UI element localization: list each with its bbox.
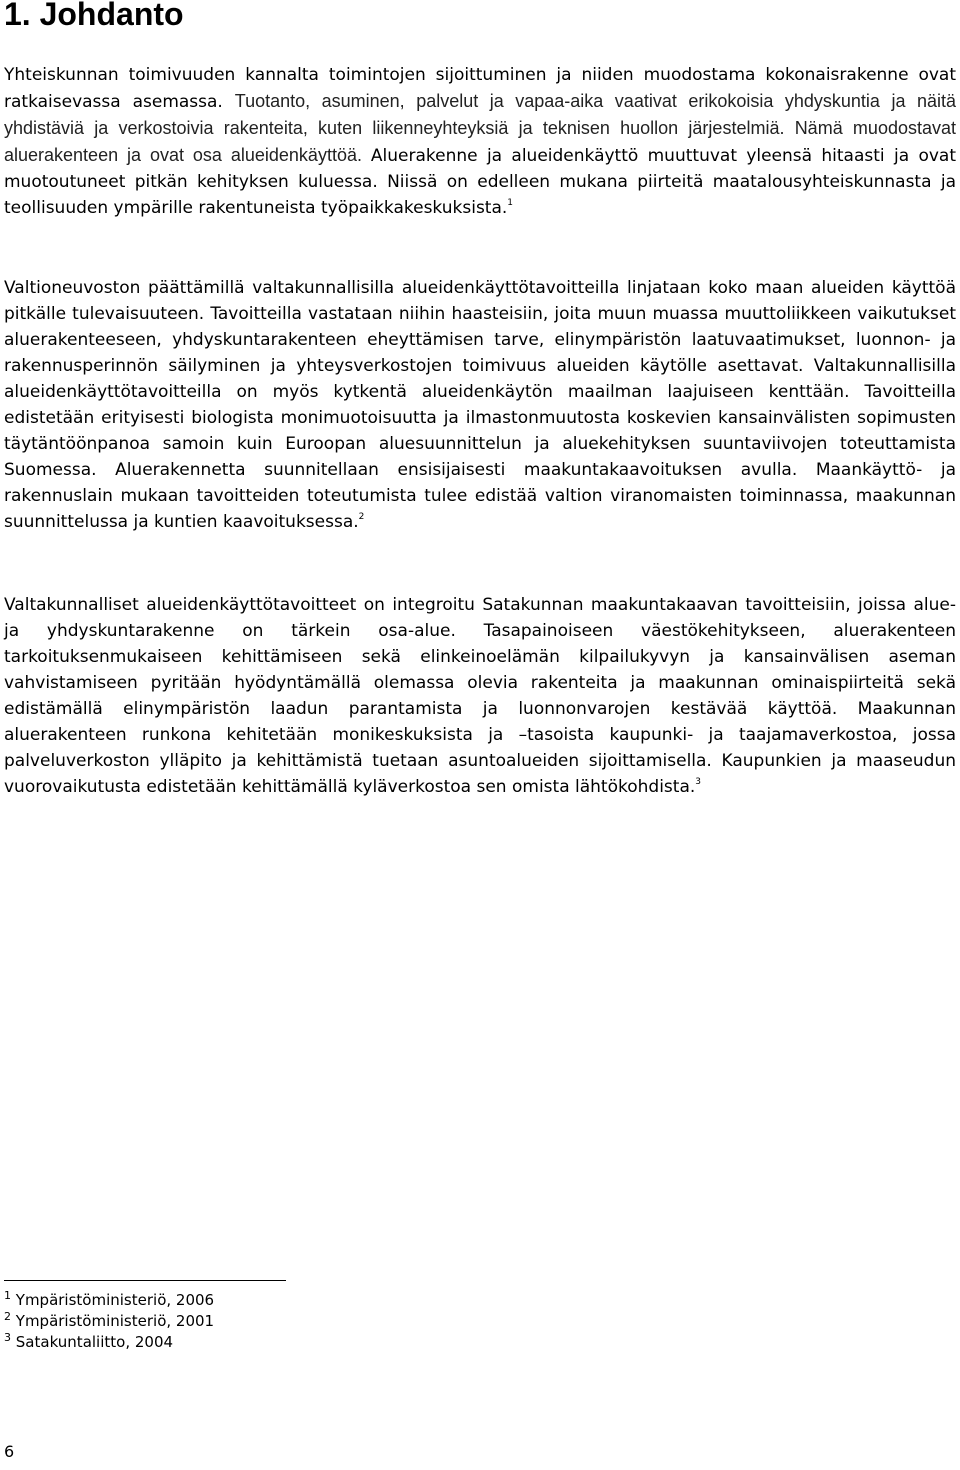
paragraph-3-text: Valtakunnalliset alueidenkäyttötavoitteet on integroitu Satakunnan maakuntakaavan tavoitteisiin, joissa alue- ja yhdyskuntarakenne on tärkein osa-alue. Tasapainoiseen väestökehitykseen, aluerakenteen tarkoituksenmukaiseen kehittämiseen sekä elinkeinoelämän kilpailukyvyn ja kansainvälisen aseman vahvistamiseen pyritään hyödyntämällä olemassa olevia rakenteita ja maakunnan ominaispiirteitä sekä edistämällä elinympäristön laadun parantamista ja luonnonvarojen kestävää käyttöä. Maakunnan aluerakenteen runkona kehitetään monikeskuksista ja –tasoista kaupunki- ja taajamaverkostoa, jossa palveluverkoston ylläpito ja kehittämistä tuetaan asuntoalueiden sijoittamisella. Kaupunkien ja maaseudun vuorovaikutusta edistetään kehittämällä kyläverkostoa sen omista lähtökohdista. [4,595,956,797]
paragraph-3 [4,592,956,800]
page-number: 6 [4,1442,15,1461]
footnotes [4,1290,214,1353]
footnote-2 [4,1311,214,1332]
footnote-ref-3: 3 [695,777,701,787]
footnote-text: Ympäristöministeriö, 2001 [15,1312,215,1330]
footnote-number: 3 [4,1331,11,1344]
footnote-1 [4,1290,214,1311]
footnote-number: 1 [4,1289,11,1302]
footnote-ref-1: 1 [507,198,514,208]
paragraph-1-sentence-b: Tuotanto, asuminen, palvelut ja vapaa-aika vaativat erikokoisia yhdyskuntia ja näitä yhdistäviä ja verkostoivia rakenteita, kuten liikenneyhteyksiä ja teknisen huollon järjestelmiä. Nämä muodostavat aluerakenteen ja ovat osa alueidenkäyttöä. [4,91,956,165]
footnote-3 [4,1332,214,1353]
footnote-separator [4,1280,286,1281]
footnote-text: Satakuntaliitto, 2004 [15,1333,174,1351]
page-title: 1. Johdanto [4,0,184,32]
footnote-text: Ympäristöministeriö, 2006 [15,1291,215,1309]
paragraph-1-sentence-c: Aluerakenne ja alueidenkäyttö muuttuvat yleensä hitaasti ja ovat muotoutuneet pitkän kehityksen kuluessa. Niissä on edelleen mukana piirteitä maatalousyhteiskunnasta ja teollisuuden ympärille rakentuneista työpaikkakeskuksista. [4,146,956,218]
paragraph-2-text: Valtioneuvoston päättämillä valtakunnallisilla alueidenkäyttötavoitteilla linjataan koko maan alueiden käyttöä pitkälle tulevaisuuteen. Tavoitteilla vastataan niihin haasteisiin, joita muun muassa muuttoliikkeen vaikutukset aluerakenteeseen, yhdyskuntarakenteen eheyttämisen tarve, elinympäristön laatuvaatimukset, luonnon- ja rakennusperinnön säilyminen ja yhteysverkostojen toimivuus alueiden käytölle asettavat. Valtakunnallisilla alueidenkäyttötavoitteilla on myös kytkentä alueidenkäytön maailman laajuiseen kenttään. Tavoitteilla edistetään erityisesti biologista monimuotoisuutta ja ilmastonmuutosta koskevien kansainvälisten sopimusten täytäntöönpanoa samoin kuin Euroopan aluesuunnittelun ja aluekehityksen suuntaviivojen toteuttamista Suomessa. Aluerakennetta suunnitellaan ensisijaisesti maakuntakaavoituksen avulla. Maankäyttö- ja rakennuslain mukaan tavoitteiden toteutumista tulee edistää valtion viranomaisten toiminnassa, maakunnan suunnittelussa ja kuntien kaavoituksessa. [4,278,956,532]
paragraph-2 [4,275,956,535]
paragraph-1 [4,62,956,221]
paragraph-1-sentence-a: Yhteiskunnan toimivuuden kannalta toimintojen sijoittuminen ja niiden muodostama kokonaisrakenne ovat ratkaisevassa asemassa. [4,65,956,112]
footnote-number: 2 [4,1310,11,1323]
footnote-ref-2: 2 [358,512,365,522]
